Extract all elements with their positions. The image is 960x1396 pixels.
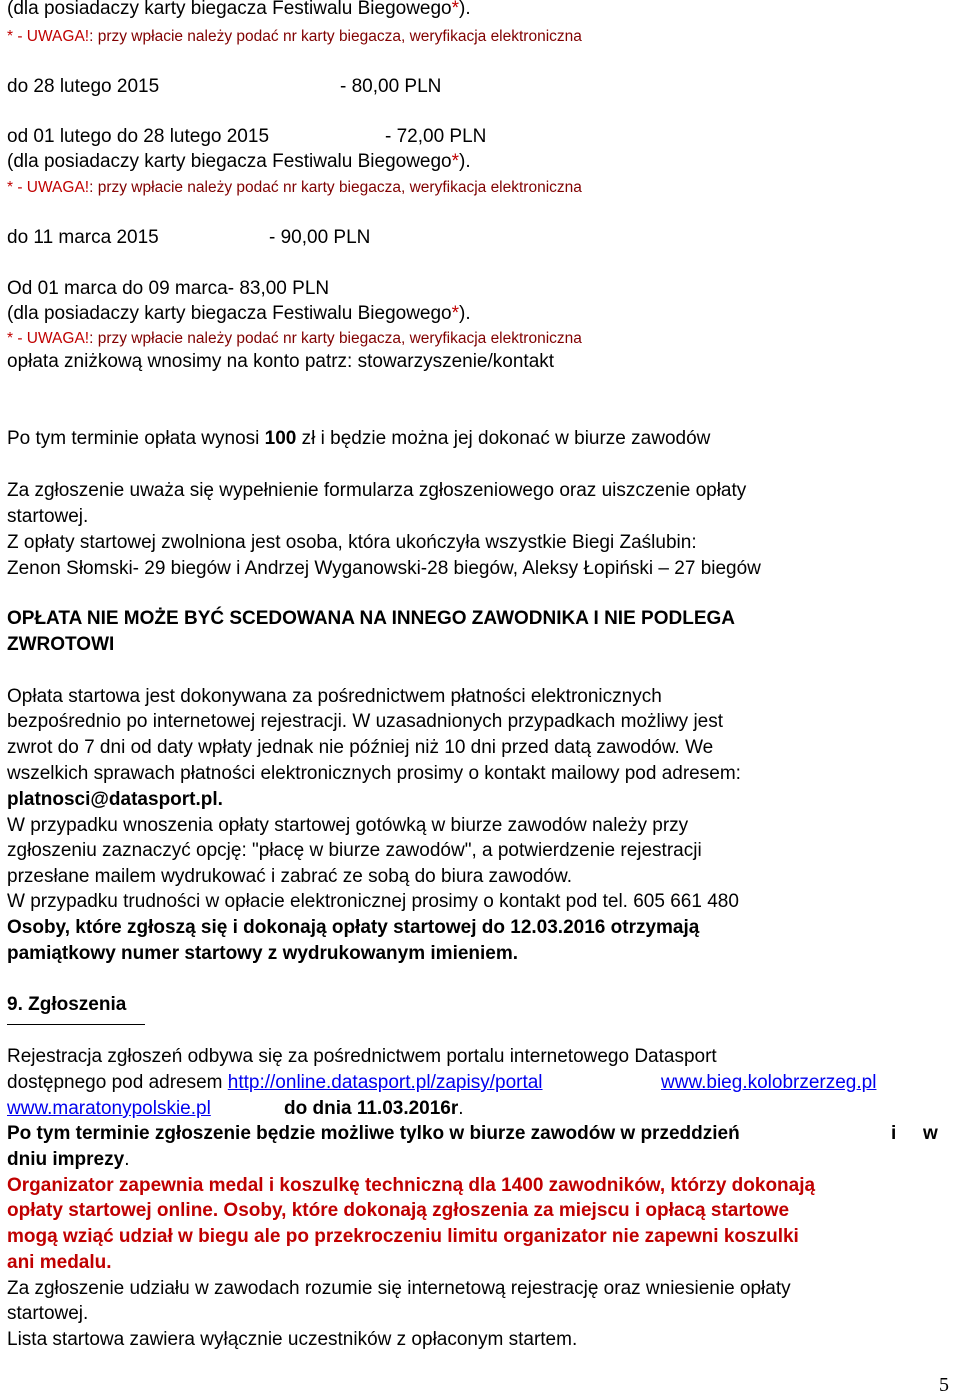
reg-line — [7, 1071, 543, 1094]
late-fee-post: zł i będzie można jej dokonać w biurze zawodów — [296, 428, 711, 449]
card-note-top — [7, 0, 471, 20]
maratony-link[interactable]: www.maratonypolskie.pl — [7, 1098, 211, 1119]
card-note-end: ). — [459, 303, 471, 324]
card-note-text: (dla posiadaczy karty biegacza Festiwalu Biegowego — [7, 0, 452, 19]
card-note-star: * — [451, 151, 460, 172]
late-fee-amount: 100 — [264, 428, 297, 449]
page-number: 5 — [939, 1374, 949, 1396]
organizer-line: Organizator zapewnia medal i koszulkę techniczną dla 1400 zawodników, którzy dokonają — [7, 1175, 816, 1196]
onsite-line-w: w — [923, 1123, 938, 1144]
onsite-day: dniu imprezy — [7, 1149, 125, 1170]
payment-line: bezpośrednio po internetowej rejestracji. W uzasadnionych przypadkach możliwy jest — [7, 711, 724, 732]
organizer-line: ani medalu. — [7, 1252, 112, 1273]
late-fee-pre: Po tym terminie opłata wynosi — [7, 428, 265, 449]
discount-note: opłata zniżkową wnosimy na konto patrz: stowarzyszenie/kontakt — [7, 351, 555, 372]
onsite-line-i: i — [891, 1123, 897, 1144]
price-range-2: od 01 lutego do 28 lutego 2015 — [7, 126, 270, 147]
payment-line: wszelkich sprawach płatności elektronicznych prosimy o kontakt mailowy pod adresem: — [7, 763, 741, 784]
reg-line: Rejestracja zgłoszeń odbywa się za pośrednictwem portalu internetowego Datasport — [7, 1046, 717, 1067]
kolobrzeg-link-wrap — [661, 1071, 876, 1094]
section-number: 9. — [7, 994, 23, 1015]
payment-line: W przypadku trudności w opłacie elektronicznej prosimy o kontakt pod tel. 605 661 480 — [7, 891, 739, 912]
payment-line: W przypadku wnoszenia opłaty startowej gotówką w biurze zawodów należy przy — [7, 815, 689, 836]
organizer-line: opłaty startowej online. Osoby, które dokonają zgłoszenia za miejscu i opłacą startowe — [7, 1200, 790, 1221]
onsite-line: Po tym terminie zgłoszenie będzie możliwe tylko w biurze zawodów w przeddzień — [7, 1123, 740, 1144]
price-amount-4: - 83,00 PLN — [227, 278, 330, 299]
warning-label: * - UWAGA! — [7, 179, 90, 196]
section-rule — [7, 1024, 145, 1025]
price-amount-2: - 72,00 PLN — [385, 126, 487, 147]
closing-line: startowej. — [7, 1303, 89, 1324]
section-heading — [7, 993, 126, 1016]
card-note-end: ). — [459, 151, 471, 172]
closing-line: Za zgłoszenie udziału w zawodach rozumie się internetową rejestrację oraz wniesienie opłaty — [7, 1278, 791, 1299]
price-deadline-1: do 28 lutego 2015 — [7, 76, 160, 97]
card-note-star: * — [451, 303, 460, 324]
warning-text: : przy wpłacie należy podać nr karty biegacza, weryfikacja elektroniczna — [89, 179, 582, 196]
warning-label: * - UWAGA! — [7, 28, 90, 45]
datasport-link[interactable]: http://online.datasport.pl/zapisy/portal — [227, 1072, 543, 1093]
onsite-day-end: . — [124, 1149, 130, 1170]
registration-line: startowej. — [7, 506, 89, 527]
warning-text: : przy wpłacie należy podać nr karty biegacza, weryfikacja elektroniczna — [89, 330, 582, 347]
nontransfer-heading: ZWROTOWI — [7, 634, 115, 655]
price-amount-1: - 80,00 PLN — [340, 76, 442, 97]
reg-address-pre: dostępnego pod adresem — [7, 1072, 228, 1093]
warning-label: * - UWAGA! — [7, 330, 90, 347]
exemption-line: Z opłaty startowej zwolniona jest osoba, która ukończyła wszystkie Biegi Zaślubin: — [7, 532, 697, 553]
card-note-end: ). — [459, 0, 471, 19]
late-fee-line — [7, 427, 710, 450]
card-note — [7, 150, 471, 173]
price-range-4 — [7, 277, 329, 300]
organizer-line: mogą wziąć udział w biegu ale po przekroczeniu limitu organizator nie zapewni koszulki — [7, 1226, 799, 1247]
reg-deadline-text: do dnia 11.03.2016r — [284, 1098, 459, 1119]
closing-line: Lista startowa zawiera wyłącznie uczestników z opłaconym startem. — [7, 1329, 578, 1350]
price-amount-3: - 90,00 PLN — [269, 227, 371, 248]
card-note-text: (dla posiadaczy karty biegacza Festiwalu Biegowego — [7, 303, 452, 324]
payment-line: Opłata startowa jest dokonywana za pośrednictwem płatności elektronicznych — [7, 686, 662, 707]
card-note — [7, 302, 471, 325]
warning-text: : przy wpłacie należy podać nr karty biegacza, weryfikacja elektroniczna — [89, 28, 582, 45]
payment-line: przesłane mailem wydrukować i zabrać ze sobą do biura zawodów. — [7, 866, 572, 887]
reg-deadline — [284, 1097, 464, 1120]
bonus-line: Osoby, które zgłoszą się i dokonają opłaty startowej do 12.03.2016 otrzymają — [7, 917, 700, 938]
payment-line: zwrot do 7 dni od daty wpłaty jednak nie później niż 10 dni przed datą zawodów. We — [7, 737, 714, 758]
warning-line — [7, 176, 582, 199]
price-range-4-text: Od 01 marca do 09 marca — [7, 278, 228, 299]
payment-email: platnosci@datasport.pl. — [7, 789, 223, 810]
nontransfer-heading: OPŁATA NIE MOŻE BYĆ SCEDOWANA NA INNEGO ZAWODNIKA I NIE PODLEGA — [7, 608, 735, 629]
exemption-names: Zenon Słomski- 29 biegów i Andrzej Wyganowski-28 biegów, Aleksy Łopiński – 27 biegów — [7, 558, 761, 579]
warning-line — [7, 327, 582, 350]
price-deadline-3: do 11 marca 2015 — [7, 227, 159, 248]
payment-line: zgłoszeniu zaznaczyć opcję: "płacę w biurze zawodów", a potwierdzenie rejestracji — [7, 840, 702, 861]
card-note-star: * — [451, 0, 460, 19]
maratony-link-wrap — [7, 1097, 211, 1120]
section-title: Zgłoszenia — [28, 994, 127, 1015]
warning-line — [7, 25, 582, 48]
registration-line: Za zgłoszenie uważa się wypełnienie formularza zgłoszeniowego oraz uiszczenie opłaty — [7, 480, 747, 501]
reg-deadline-end: . — [458, 1098, 464, 1119]
onsite-line-2 — [7, 1148, 129, 1171]
bonus-line: pamiątkowy numer startowy z wydrukowanym imieniem. — [7, 943, 519, 964]
card-note-text: (dla posiadaczy karty biegacza Festiwalu Biegowego — [7, 151, 452, 172]
kolobrzeg-link[interactable]: www.bieg.kolobrzerzeg.pl — [661, 1072, 877, 1093]
